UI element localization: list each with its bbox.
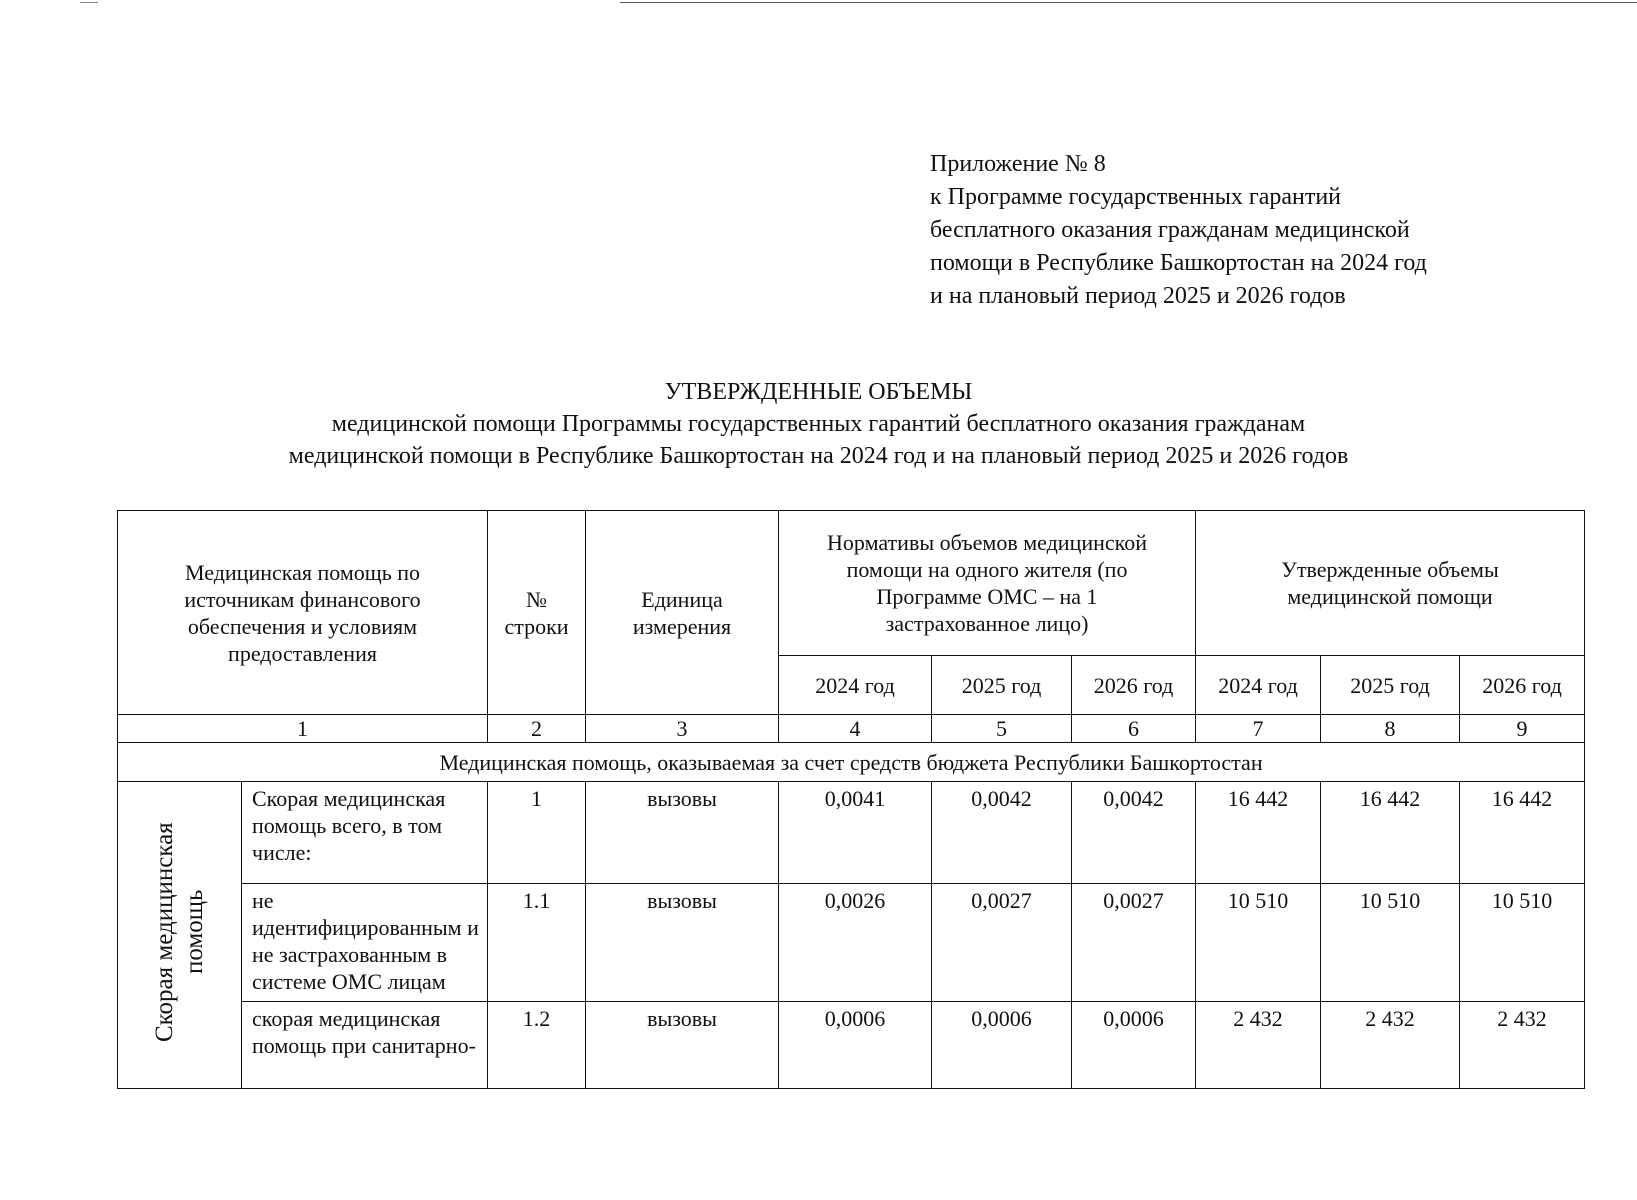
column-number: 7 [1196,715,1321,743]
title-line: медицинской помощи в Республике Башкортостан на 2024 год и на плановый период 2025 и 2026 годов [288,443,1349,469]
table-row [118,1002,1585,1089]
norm-2025: 0,0027 [932,884,1072,1002]
appendix-line: бесплатного оказания гражданам медицинской [930,217,1410,243]
row-name: не идентифицированным и не застрахованным в системе ОМС лицам [242,884,488,1002]
year-header: 2026 год [1460,656,1585,715]
table-row [118,884,1585,1002]
norm-2026: 0,0042 [1072,782,1196,884]
year-header: 2026 год [1072,656,1196,715]
volume-2025: 10 510 [1321,884,1460,1002]
section-row [118,743,1585,782]
header-unit: Единица измерения [586,511,779,715]
year-header: 2025 год [932,656,1072,715]
appendix-line: Приложение № 8 [930,151,1106,177]
row-unit: вызовы [586,1002,779,1089]
year-header: 2024 год [779,656,932,715]
column-number: 9 [1460,715,1585,743]
table-row [118,782,1585,884]
row-number: 1 [488,782,586,884]
scan-edge-mark [80,2,98,3]
column-number: 8 [1321,715,1460,743]
row-name: скорая медицинская помощь при санитарно- [242,1002,488,1089]
title-main: УТВЕРЖДЕННЫЕ ОБЪЕМЫ [664,379,973,405]
norm-2024: 0,0006 [779,1002,932,1089]
appendix-line: помощи в Республике Башкортостан на 2024 год [930,250,1427,276]
appendix-line: к Программе государственных гарантий [930,184,1342,210]
column-number: 2 [488,715,586,743]
column-number: 3 [586,715,779,743]
norm-2025: 0,0006 [932,1002,1072,1089]
column-number: 5 [932,715,1072,743]
volume-2024: 10 510 [1196,884,1321,1002]
row-unit: вызовы [586,884,779,1002]
column-numbers-row [118,715,1585,743]
row-number: 1.2 [488,1002,586,1089]
norm-2024: 0,0041 [779,782,932,884]
group-label: Скорая медицинская помощь [150,822,208,1042]
year-header: 2024 год [1196,656,1321,715]
volume-2025: 16 442 [1321,782,1460,884]
column-number: 6 [1072,715,1196,743]
header-approved-volumes: Утвержденные объемы медицинской помощи [1196,511,1585,656]
appendix-line: и на плановый период 2025 и 2026 годов [930,283,1346,309]
row-number: 1.1 [488,884,586,1002]
volume-2024: 2 432 [1196,1002,1321,1089]
document-title [0,376,1637,472]
header-care-type: Медицинская помощь по источникам финансового обеспечения и условиям предоставления [118,511,488,715]
year-header: 2025 год [1321,656,1460,715]
appendix-note [930,148,1570,313]
row-name: Скорая медицинская помощь всего, в том числе: [242,782,488,884]
norm-2024: 0,0026 [779,884,932,1002]
section-title: Медицинская помощь, оказываемая за счет средств бюджета Республики Башкортостан [118,743,1585,782]
volume-2024: 16 442 [1196,782,1321,884]
norm-2026: 0,0006 [1072,1002,1196,1089]
header-row [118,511,1585,656]
column-number: 4 [779,715,932,743]
norm-2025: 0,0042 [932,782,1072,884]
header-norms: Нормативы объемов медицинской помощи на одного жителя (по Программе ОМС – на 1 застрахованное лицо) [779,511,1196,656]
title-line: медицинской помощи Программы государственных гарантий бесплатного оказания гражданам [331,411,1306,437]
column-number: 1 [118,715,488,743]
norm-2026: 0,0027 [1072,884,1196,1002]
scan-edge-line [620,2,1637,3]
row-unit: вызовы [586,782,779,884]
volume-2026: 2 432 [1460,1002,1585,1089]
group-label-cell [118,782,242,1089]
volumes-table [117,510,1585,1089]
volume-2026: 16 442 [1460,782,1585,884]
volume-2025: 2 432 [1321,1002,1460,1089]
header-row-number: № строки [488,511,586,715]
volume-2026: 10 510 [1460,884,1585,1002]
